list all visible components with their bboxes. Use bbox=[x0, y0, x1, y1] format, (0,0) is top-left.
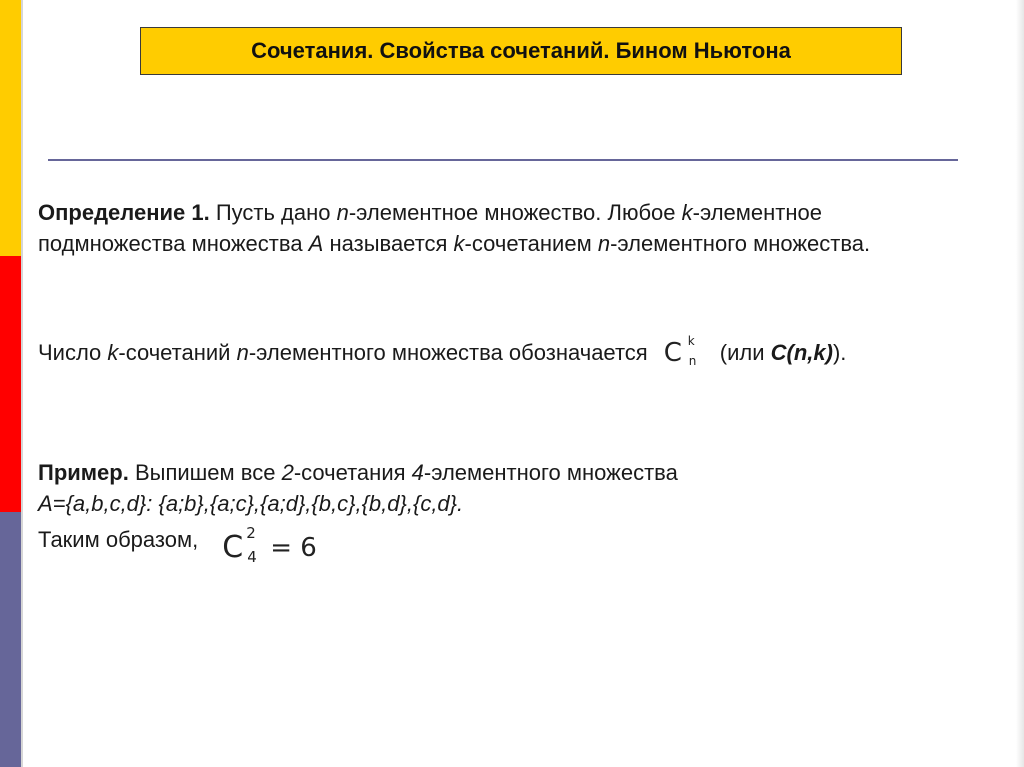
example-text-3: -элементного множества bbox=[423, 460, 678, 485]
example-conclusion-text: Таким образом, bbox=[38, 526, 199, 552]
notation-text-2: -сочетаний bbox=[118, 339, 237, 365]
formula-k-superscript: k bbox=[687, 334, 695, 348]
side-bar-divider bbox=[21, 0, 23, 767]
notation-cnk: C(n,k) bbox=[770, 339, 833, 365]
example-text-2: -сочетания bbox=[293, 460, 412, 485]
definition-k-1: k bbox=[681, 200, 693, 225]
side-bar-blue bbox=[0, 512, 21, 767]
result-c-base: C bbox=[222, 530, 244, 565]
title-rule bbox=[48, 159, 958, 161]
notation-paragraph bbox=[38, 336, 968, 372]
definition-n-1: n bbox=[336, 200, 349, 225]
notation-text-5: ). bbox=[832, 339, 847, 365]
side-bar-yellow bbox=[0, 0, 21, 256]
definition-k-2: k bbox=[453, 231, 465, 256]
definition-text-4: называется bbox=[323, 231, 454, 256]
notation-text-4: (или bbox=[713, 339, 771, 365]
definition-text-2: -элементное множество. Любое bbox=[348, 200, 682, 225]
right-edge-shadow bbox=[1016, 0, 1024, 767]
example-result-formula bbox=[220, 524, 330, 571]
example-four: 4 bbox=[411, 460, 424, 485]
example-label: Пример. bbox=[38, 460, 129, 485]
notation-text-1: Число bbox=[38, 339, 108, 365]
result-subscript: 4 bbox=[247, 548, 257, 566]
result-superscript: 2 bbox=[246, 524, 256, 542]
example-paragraph bbox=[38, 457, 968, 566]
slide-title-box bbox=[140, 27, 902, 75]
definition-text-3: -элементное подмножества множества bbox=[38, 200, 822, 256]
example-text-1: Выпишем все bbox=[128, 460, 282, 485]
example-two: 2 bbox=[281, 460, 294, 485]
definition-text-5: -сочетанием bbox=[464, 231, 598, 256]
notation-n: n bbox=[236, 339, 249, 365]
formula-c-base: C bbox=[663, 338, 682, 368]
definition-label: Определение 1. bbox=[38, 200, 210, 225]
binomial-notation-formula bbox=[662, 336, 706, 372]
definition-paragraph bbox=[38, 197, 968, 259]
definition-set-a: А bbox=[308, 231, 324, 256]
definition-text-6: -элементного множества. bbox=[610, 231, 871, 256]
slide-title: Сочетания. Свойства сочетаний. Бином Ньютона bbox=[251, 38, 791, 63]
example-set-list: А={a,b,c,d}: {a;b},{a;c},{a;d},{b,c},{b,d},{c,d}. bbox=[38, 491, 464, 516]
notation-text-3: -элементного множества обозначается bbox=[248, 339, 648, 365]
definition-n-2: n bbox=[597, 231, 611, 256]
definition-text-1: Пусть дано bbox=[209, 200, 337, 225]
formula-n-subscript: n bbox=[688, 354, 697, 368]
result-equals-value: = 6 bbox=[270, 533, 317, 563]
side-bar-red bbox=[0, 256, 21, 512]
notation-k: k bbox=[107, 339, 119, 365]
